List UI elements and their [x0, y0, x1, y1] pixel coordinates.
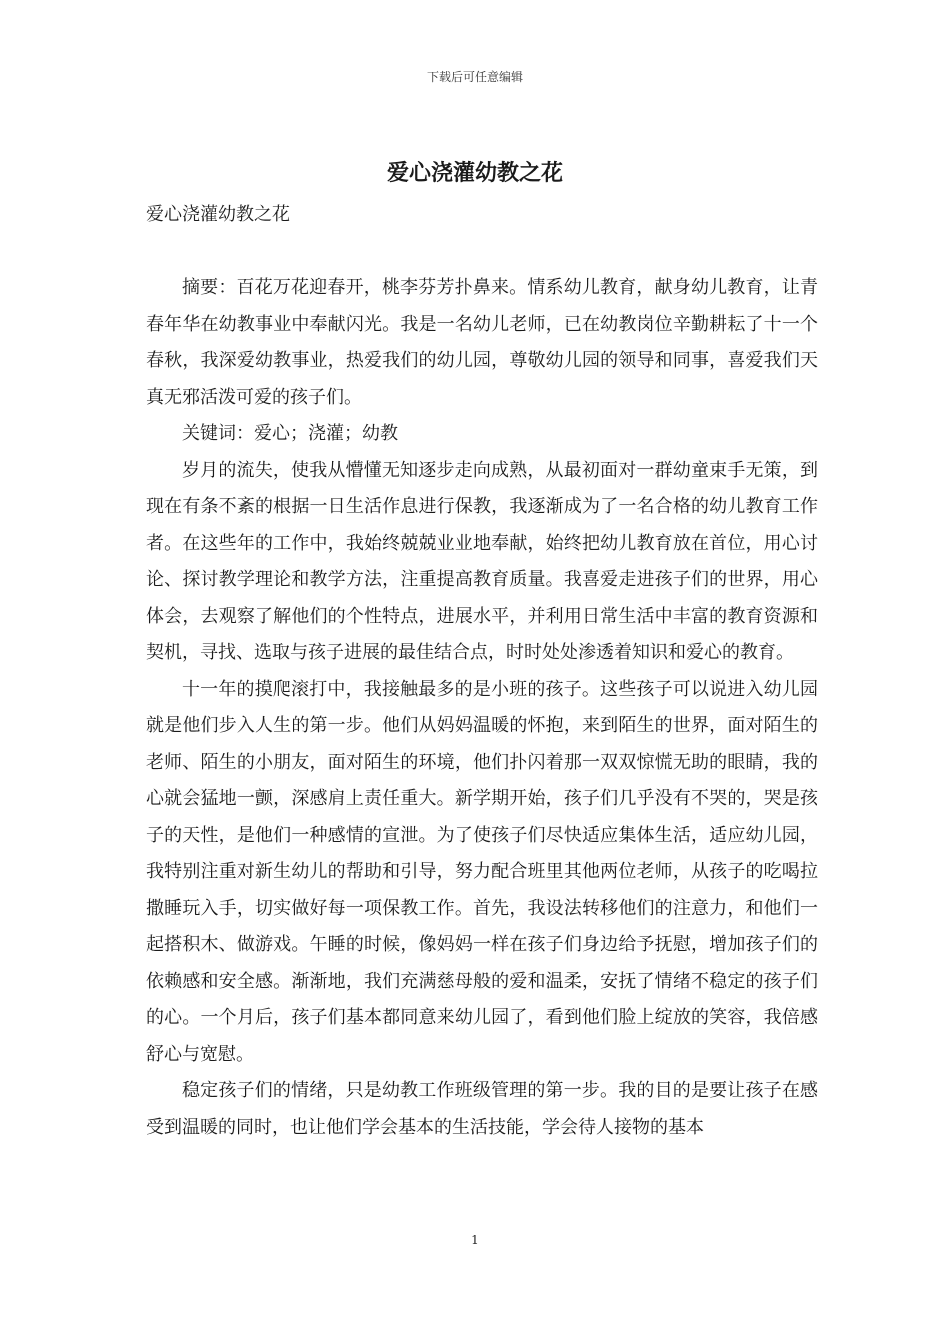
abstract-paragraph: 摘要：百花万花迎春开，桃李芬芳扑鼻来。情系幼儿教育，献身幼儿教育，让青春年华在幼教事业中奉献闪光。我是一名幼儿老师，已在幼教岗位辛勤耕耘了十一个春秋，我深爱幼教事业，热爱我们的幼儿园，尊敬幼儿园的领导和同事，喜爱我们天真无邪活泼可爱的孩子们。 — [146, 277, 818, 408]
header-note: 下载后可任意编辑 — [426, 70, 523, 84]
page-number: 1 — [471, 1233, 479, 1247]
body-paragraph: 十一年的摸爬滚打中，我接触最多的是小班的孩子。这些孩子可以说进入幼儿园就是他们步入人生的第一步。他们从妈妈温暖的怀抱，来到陌生的世界，面对陌生的老师、陌生的小朋友，面对陌生的环境，他们扑闪着那一双双惊慌无助的眼睛，我的心就会猛地一颤，深感肩上责任重大。新学期开始，孩子们几乎没有不哭的，哭是孩子的天性，是他们一种感情的宣泄。为了使孩子们尽快适应集体生活，适应幼儿园，我特别注重对新生幼儿的帮助和引导，努力配合班里其他两位老师，从孩子的吃喝拉撒睡玩入手，切实做好每一项保教工作。首先，我设法转移他们的注意力，和他们一起搭积木、做游戏。午睡的时候，像妈妈一样在孩子们身边给予抚慰，增加孩子们的依赖感和安全感。渐渐地，我们充满慈母般的爱和温柔，安抚了情绪不稳定的孩子们的心。一个月后，孩子们基本都同意来幼儿园了，看到他们脸上绽放的笑容，我倍感舒心与宽慰。 — [146, 678, 818, 1065]
document-body — [146, 270, 818, 1146]
body-paragraph: 岁月的流失，使我从懵懂无知逐步走向成熟，从最初面对一群幼童束手无策，到现在有条不紊的根据一日生活作息进行保教，我逐渐成为了一名合格的幼儿教育工作者。在这些年的工作中，我始终兢兢业业地奉献，始终把幼儿教育放在首位，用心讨论、探讨教学理论和教学方法，注重提高教育质量。我喜爱走进孩子们的世界，用心体会，去观察了解他们的个性特点，进展水平，并利用日常生活中丰富的教育资源和契机，寻找、选取与孩子进展的最佳结合点，时时处处渗透着知识和爱心的教育。 — [146, 459, 818, 663]
document-subtitle: 爱心浇灌幼教之花 — [146, 204, 290, 225]
body-paragraph: 稳定孩子们的情绪，只是幼教工作班级管理的第一步。我的目的是要让孩子在感受到温暖的同时，也让他们学会基本的生活技能，学会待人接物的基本 — [146, 1080, 818, 1138]
document-title: 爱心浇灌幼教之花 — [386, 160, 563, 186]
keywords-paragraph: 关键词：爱心；浇灌；幼教 — [182, 423, 398, 444]
